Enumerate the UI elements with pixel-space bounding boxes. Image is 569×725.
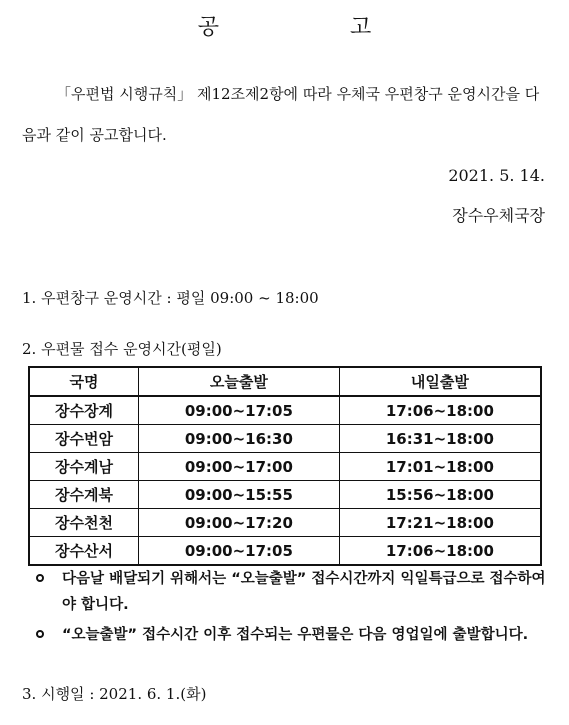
office-cell: 장수장계: [29, 396, 138, 425]
tomorrow-cell: 15:56~18:00: [339, 481, 541, 509]
note-item: [34, 566, 554, 618]
tomorrow-cell: 17:06~18:00: [339, 396, 541, 425]
tomorrow-cell: 17:21~18:00: [339, 509, 541, 537]
intro-paragraph: 「우편법 시행규칙」 제12조제2항에 따라 우체국 우편창구 운영시간을 다음과 같이 공고합니다.: [22, 85, 540, 144]
table-header-row: [29, 367, 541, 396]
section-effective-date: 3. 시행일 : 2021. 6. 1.(화): [22, 685, 207, 703]
today-cell: 09:00~17:05: [138, 396, 339, 425]
tomorrow-cell: 17:01~18:00: [339, 453, 541, 481]
office-cell: 장수계남: [29, 453, 138, 481]
today-cell: 09:00~16:30: [138, 425, 339, 453]
table-row: [29, 453, 541, 481]
mail-hours-table: [28, 366, 542, 566]
circle-bullet-icon: [36, 574, 44, 582]
tomorrow-cell: 17:06~18:00: [339, 537, 541, 566]
table-row: [29, 425, 541, 453]
office-cell: 장수산서: [29, 537, 138, 566]
issuer-name: 장수우체국장: [452, 206, 545, 225]
table-row: [29, 481, 541, 509]
office-cell: 장수번암: [29, 425, 138, 453]
table-row: [29, 396, 541, 425]
header-tomorrow: 내일출발: [339, 367, 541, 396]
notice-date: 2021. 5. 14.: [448, 166, 545, 185]
notes-list: [34, 566, 554, 652]
notice-title: 공 고: [197, 15, 434, 40]
today-cell: 09:00~17:05: [138, 537, 339, 566]
office-cell: 장수계북: [29, 481, 138, 509]
circle-bullet-icon: [36, 630, 44, 638]
office-cell: 장수천천: [29, 509, 138, 537]
today-cell: 09:00~17:00: [138, 453, 339, 481]
section-mail-hours-heading: 2. 우편물 접수 운영시간(평일): [22, 340, 222, 358]
note-text: 다음날 배달되기 위해서는 “오늘출발” 접수시간까지 익일특급으로 접수하여야 합니다.: [62, 571, 546, 613]
tomorrow-cell: 16:31~18:00: [339, 425, 541, 453]
table-row: [29, 509, 541, 537]
section-window-hours: 1. 우편창구 운영시간 : 평일 09:00 ~ 18:00: [22, 289, 319, 307]
table-row: [29, 537, 541, 566]
note-item: [34, 622, 554, 648]
header-office: 국명: [29, 367, 138, 396]
today-cell: 09:00~17:20: [138, 509, 339, 537]
today-cell: 09:00~15:55: [138, 481, 339, 509]
header-today: 오늘출발: [138, 367, 339, 396]
note-text: “오늘출발” 접수시간 이후 접수되는 우편물은 다음 영업일에 출발합니다.: [62, 627, 529, 643]
